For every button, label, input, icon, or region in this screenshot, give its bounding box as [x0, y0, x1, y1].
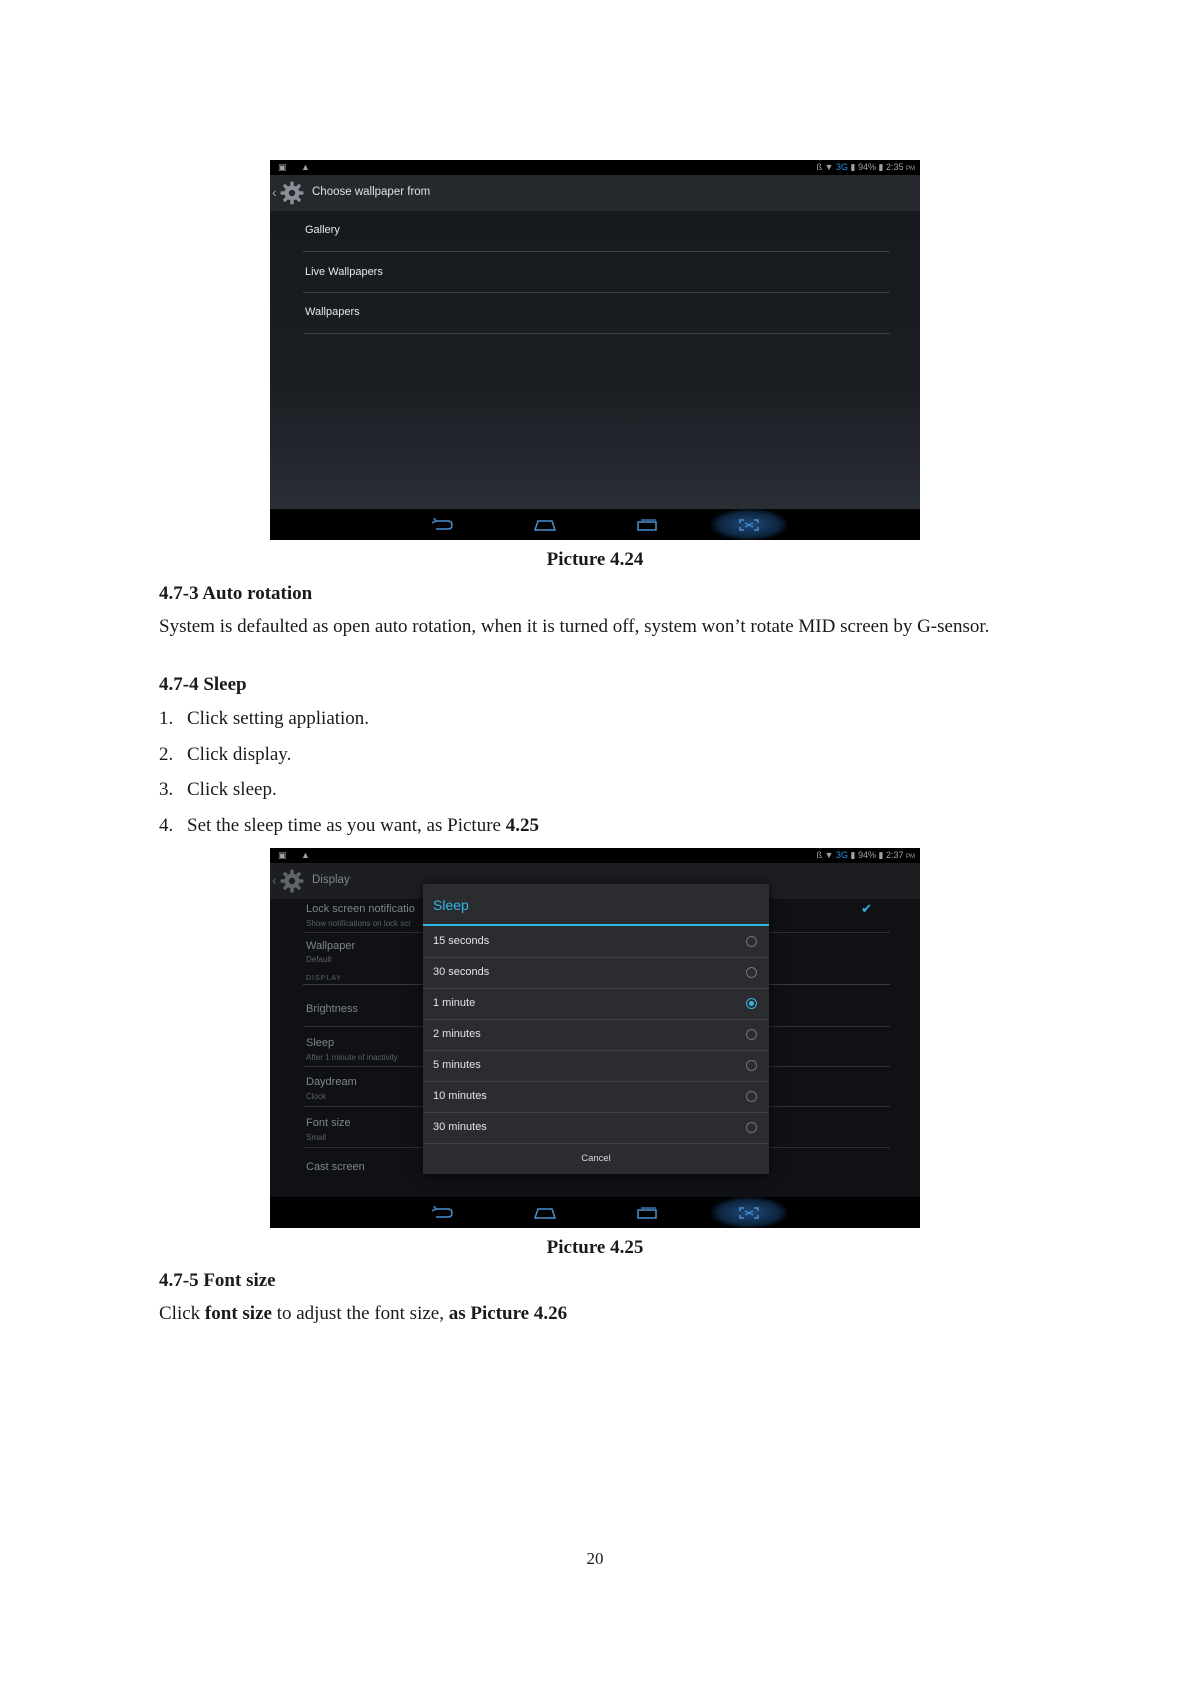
setting-lock-screen-notifications[interactable]: Lock screen notificatio	[306, 903, 415, 915]
radio-button[interactable]	[746, 1091, 757, 1102]
screen-title: Display	[312, 874, 350, 886]
radio-button[interactable]	[746, 1060, 757, 1071]
network-type: 3G	[835, 850, 848, 860]
setting-summary: Show notifications on lock scr	[306, 919, 411, 928]
setting-summary: Default	[306, 955, 332, 964]
home-button[interactable]	[515, 1197, 575, 1228]
bluetooth-icon: ß	[816, 162, 822, 172]
radio-button[interactable]	[746, 936, 757, 947]
sleep-option[interactable]	[423, 957, 769, 989]
list-item-label: Wallpapers	[305, 306, 360, 318]
navigation-bar	[270, 509, 920, 540]
step-bold-ref: 4.25	[505, 815, 539, 836]
step-text: Set the sleep time as you want, as Picture	[187, 815, 506, 836]
option-label: 15 seconds	[433, 935, 490, 947]
setting-cast-screen[interactable]: Cast screen	[306, 1161, 365, 1173]
dialog-title: Sleep	[433, 897, 469, 913]
sleep-step-4	[159, 815, 539, 837]
clock-time: 2:35	[885, 162, 904, 172]
notification-icons: ▣ ▲	[278, 162, 316, 172]
sleep-step-3	[159, 779, 277, 801]
status-bar	[270, 160, 920, 175]
font-size-instruction	[159, 1303, 567, 1325]
option-label: 30 seconds	[433, 966, 490, 978]
back-arrow-icon	[430, 518, 454, 532]
list-item-live-wallpapers[interactable]	[303, 252, 890, 293]
sleep-option-selected[interactable]	[423, 988, 769, 1020]
sleep-step-2	[159, 744, 291, 766]
setting-brightness[interactable]: Brightness	[306, 1003, 358, 1015]
recent-apps-icon	[635, 1206, 659, 1220]
step-number: 4.	[159, 815, 174, 836]
section-heading-sleep: 4.7-4 Sleep	[159, 674, 247, 695]
step-number: 1.	[159, 708, 174, 729]
instruction-bold-ref: as Picture 4.26	[448, 1303, 568, 1324]
signal-icon: ▮	[850, 162, 856, 172]
figure-caption-4-24: Picture 4.24	[546, 549, 644, 570]
setting-wallpaper[interactable]: Wallpaper	[306, 940, 356, 952]
step-text: Click sleep.	[187, 779, 277, 800]
section-heading-auto-rotation: 4.7-3 Auto rotation	[159, 583, 313, 604]
wifi-icon: ▼	[824, 850, 834, 860]
battery-icon: ▮	[878, 162, 884, 172]
status-indicators	[817, 850, 916, 861]
step-number: 3.	[159, 779, 174, 800]
radio-button[interactable]	[746, 1122, 757, 1133]
battery-level: 94%	[857, 162, 876, 172]
option-label: 5 minutes	[433, 1059, 481, 1071]
list-item-label: Live Wallpapers	[305, 266, 383, 278]
clock-time: 2:37	[885, 850, 904, 860]
cancel-button[interactable]: Cancel	[581, 1153, 611, 1164]
setting-sleep[interactable]: Sleep	[306, 1037, 335, 1049]
setting-daydream[interactable]: Daydream	[306, 1076, 357, 1088]
screenshot-sleep-dialog	[270, 848, 920, 1228]
home-button[interactable]	[515, 509, 575, 540]
auto-rotation-description: System is defaulted as open auto rotation, when it is turned off, system won’t rotate MID screen by G-sensor.	[159, 616, 990, 637]
navigation-bar	[270, 1197, 920, 1228]
network-type: 3G	[835, 162, 848, 172]
wifi-icon: ▼	[824, 162, 834, 172]
battery-icon: ▮	[878, 850, 884, 860]
clock-ampm: PM	[906, 854, 915, 860]
radio-button[interactable]	[746, 1029, 757, 1040]
screenshot-button[interactable]	[711, 509, 787, 540]
settings-gear-icon[interactable]	[280, 869, 304, 893]
page-number: 20	[586, 1549, 604, 1568]
option-label: 1 minute	[433, 997, 476, 1009]
signal-icon: ▮	[850, 850, 856, 860]
sleep-option[interactable]	[423, 1112, 769, 1144]
instruction-text: to adjust the font size,	[271, 1303, 449, 1324]
sleep-option[interactable]	[423, 926, 769, 958]
instruction-bold-term: font size	[204, 1303, 272, 1324]
home-icon	[533, 1206, 557, 1220]
recent-apps-icon	[635, 518, 659, 532]
status-indicators	[817, 162, 916, 173]
up-caret-icon[interactable]: ‹	[272, 184, 277, 200]
notification-icons: ▣ ▲	[278, 850, 316, 860]
settings-gear-icon[interactable]	[280, 181, 304, 205]
list-item-label: Gallery	[305, 224, 340, 236]
recent-apps-button[interactable]	[617, 1197, 677, 1228]
back-button[interactable]	[412, 509, 472, 540]
home-icon	[533, 518, 557, 532]
screenshot-icon	[738, 518, 760, 532]
clock-ampm: PM	[906, 166, 915, 172]
figure-caption-4-25: Picture 4.25	[546, 1237, 644, 1258]
screenshot-wallpaper-chooser	[270, 160, 920, 540]
radio-button[interactable]	[746, 967, 757, 978]
setting-summary: After 1 minute of inactivity	[306, 1053, 398, 1062]
category-header: DISPLAY	[306, 975, 343, 982]
option-label: 10 minutes	[433, 1090, 487, 1102]
radio-button-selected[interactable]	[746, 998, 757, 1009]
screenshot-button[interactable]	[711, 1197, 787, 1228]
sleep-dialog	[423, 884, 769, 1174]
recent-apps-button[interactable]	[617, 509, 677, 540]
instruction-text: Click	[159, 1303, 205, 1324]
list-item-gallery[interactable]	[303, 211, 890, 252]
action-bar	[270, 175, 920, 211]
screen-title: Choose wallpaper from	[312, 186, 431, 198]
sleep-option[interactable]	[423, 1019, 769, 1051]
sleep-step-1	[159, 708, 369, 730]
up-caret-icon[interactable]: ‹	[272, 872, 277, 888]
sleep-option[interactable]	[423, 1050, 769, 1082]
setting-summary: Clock	[306, 1092, 327, 1101]
checkbox-checked-icon[interactable]: ✔	[861, 901, 872, 916]
sleep-option[interactable]	[423, 1081, 769, 1113]
battery-level: 94%	[857, 850, 876, 860]
back-arrow-icon	[430, 1206, 454, 1220]
option-label: 30 minutes	[433, 1121, 487, 1133]
option-label: 2 minutes	[433, 1028, 481, 1040]
setting-font-size[interactable]: Font size	[306, 1117, 351, 1129]
bluetooth-icon: ß	[816, 850, 822, 860]
step-text: Click display.	[187, 744, 292, 765]
section-heading-font-size: 4.7-5 Font size	[159, 1270, 276, 1291]
step-text: Click setting appliation.	[187, 708, 370, 729]
wallpaper-source-list	[270, 211, 920, 509]
screenshot-icon	[738, 1206, 760, 1220]
setting-summary: Small	[306, 1133, 327, 1142]
list-item-wallpapers[interactable]	[303, 293, 890, 334]
back-button[interactable]	[412, 1197, 472, 1228]
step-number: 2.	[159, 744, 174, 765]
status-bar	[270, 848, 920, 863]
